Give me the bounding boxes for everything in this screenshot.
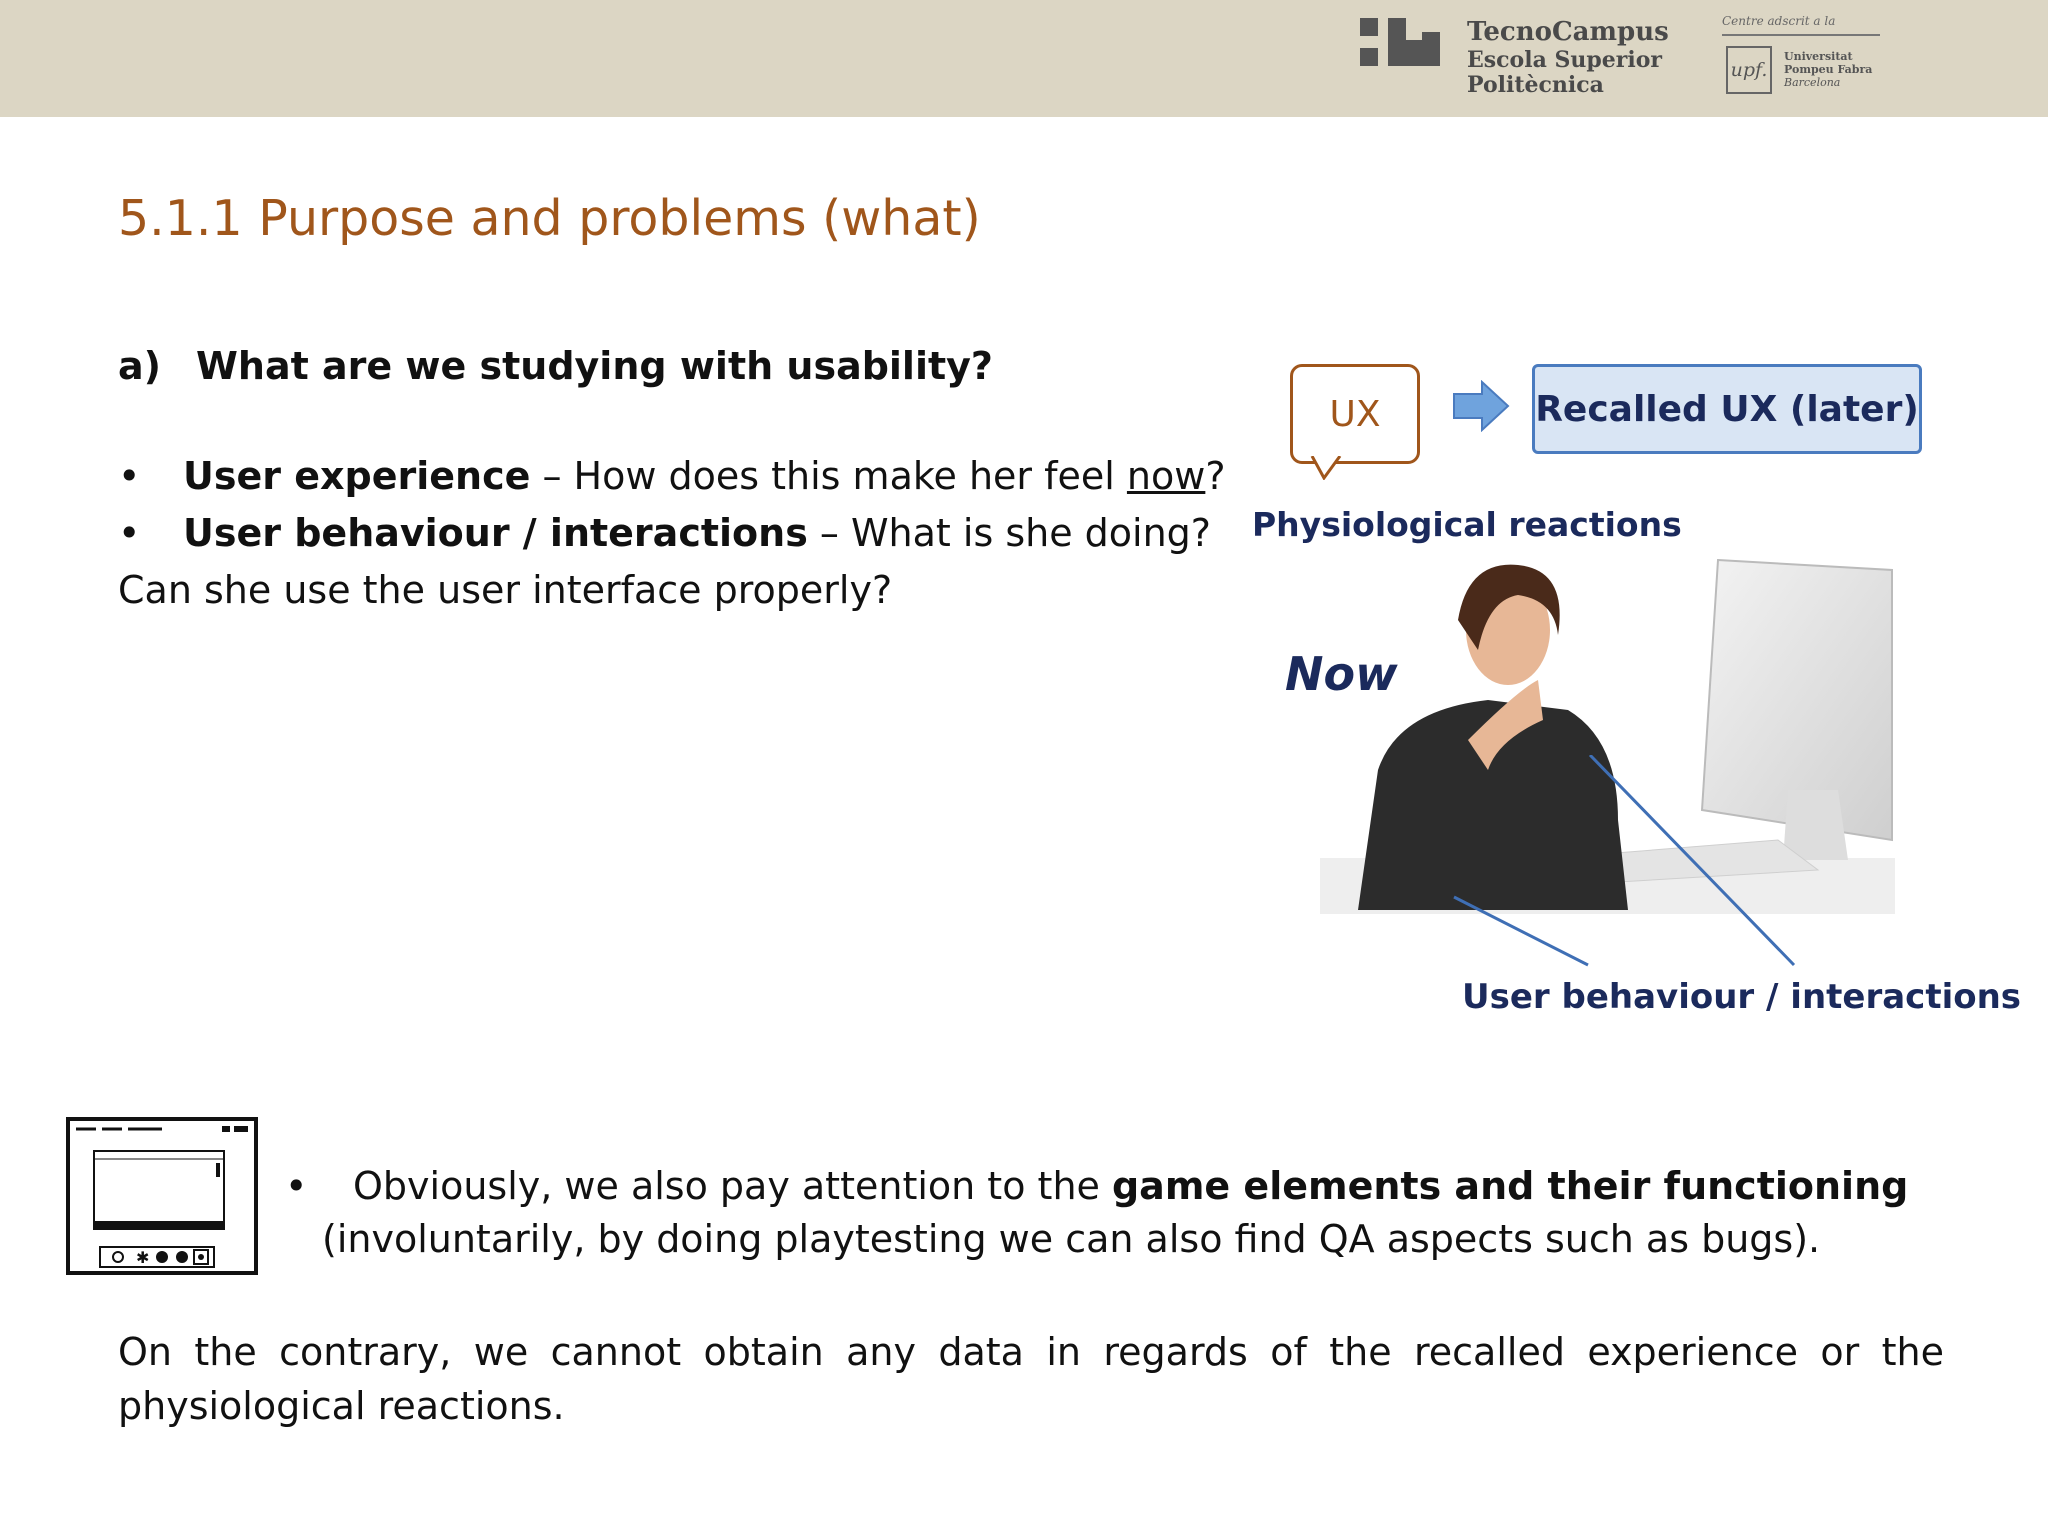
physiological-label: Physiological reactions (1252, 505, 1682, 544)
right-arrow-icon (1452, 380, 1510, 432)
school-subtitle-2: Politècnica (1467, 72, 1604, 98)
recalled-ux-scroll: Recalled UX (later) (1532, 364, 1922, 454)
slide-title: 5.1.1 Purpose and problems (what) (118, 190, 981, 247)
upf-name (1784, 50, 1884, 89)
bullet-text-end: ? (1205, 454, 1226, 498)
obviously-bold: game elements and their functioning (1111, 1164, 1909, 1208)
bullet-bold: User behaviour / interactions (183, 511, 808, 555)
bullet-dot: • (118, 454, 141, 498)
affiliation-divider (1722, 34, 1880, 36)
underlined-now: now (1126, 454, 1206, 498)
school-name: TecnoCampus (1467, 17, 1669, 47)
question-letter: a) (118, 344, 162, 388)
bullet-user-experience (118, 448, 1226, 505)
bullet-text: – What is she doing? (807, 511, 1211, 555)
tecnocampus-logo-icon (1360, 18, 1445, 78)
obviously-line-2: (involuntarily, by doing playtesting we can also find QA aspects such as bugs). (322, 1217, 1821, 1261)
ux-diagram (1290, 358, 1970, 478)
obviously-line-1 (285, 1160, 1908, 1213)
obviously-paragraph (285, 1160, 1908, 1266)
question-heading (118, 344, 993, 388)
now-label: Now (1285, 647, 1398, 701)
slide-header (0, 0, 2048, 117)
contrary-paragraph: On the contrary, we cannot obtain any data in regards of the recalled experience or the physiological reactions. (118, 1330, 1944, 1428)
svg-text:✱: ✱ (136, 1248, 150, 1267)
obviously-text: Obviously, we also pay attention to the (353, 1164, 1112, 1208)
question-text: What are we studying with usability? (196, 344, 993, 388)
upf-mark: upf. (1726, 46, 1772, 94)
bullet-user-behaviour (118, 505, 1211, 562)
bullet-dot: • (285, 1164, 308, 1208)
bullet-bold: User experience (183, 454, 531, 498)
pointer-lines (1440, 755, 1810, 975)
upf-logo (1722, 14, 1882, 104)
bullet-dot: • (118, 511, 141, 555)
follow-line: Can she use the user interface properly? (118, 568, 893, 612)
affiliation-caption: Centre adscrit a la (1722, 14, 1836, 28)
tecnocampus-wordmark (1467, 16, 1667, 98)
game-window-icon (66, 1117, 258, 1275)
upf-name-line2: Pompeu Fabra (1784, 63, 1873, 76)
upf-name-line1: Universitat (1784, 50, 1853, 63)
school-subtitle-1: Escola Superior (1467, 47, 1662, 73)
behaviour-label: User behaviour / interactions (1462, 977, 2022, 1017)
bullet-list (118, 448, 1226, 619)
bullet-text: – How does this make her feel (530, 454, 1127, 498)
ux-speech-bubble: UX (1290, 364, 1420, 464)
upf-city: Barcelona (1784, 76, 1841, 89)
bubble-tail-icon (1310, 456, 1350, 480)
